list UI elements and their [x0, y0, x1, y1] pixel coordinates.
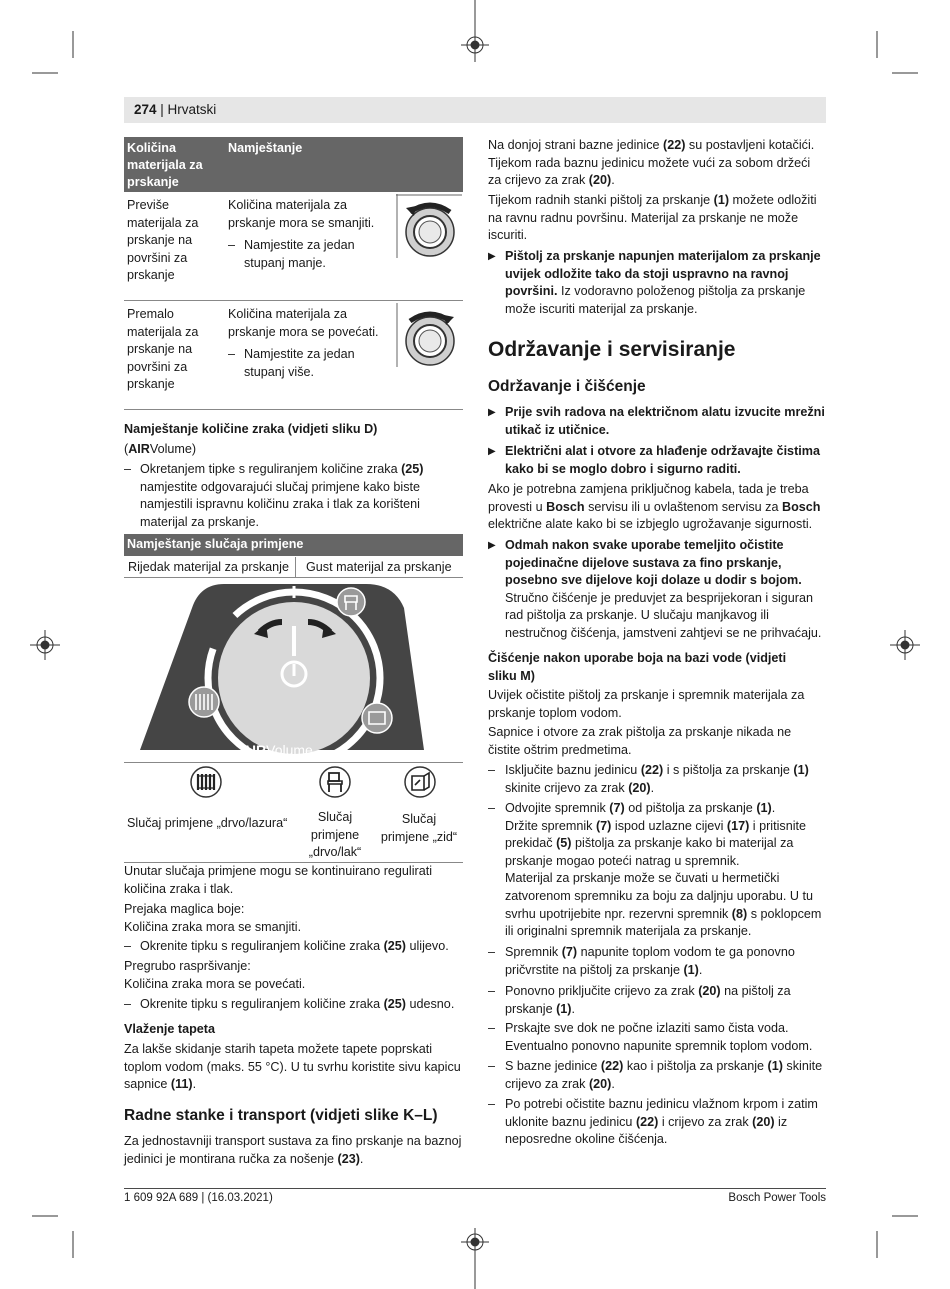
knob-increase-icon [396, 303, 462, 367]
step-7: Po potrebi očistite baznu jedinicu vlažnom krpom i zatim uklonite baznu jedinicu (22) i crijevo za zrak (20) iz neposredne okoline čišćenja. [505, 1097, 818, 1147]
air-brand-line: (AIRVolume) [124, 442, 197, 456]
dash-marker: – [488, 1059, 496, 1073]
arrow-bullet: ▶ [488, 251, 496, 262]
cable-replacement: Ako je potrebna zamjena priključnog kabela, tada je treba provesti u Bosch servisu ili u ovlaštenom servisu za Bosch električne alate kako bi se izbjeglo ugrožavanje sigurnosti. [488, 482, 821, 532]
table2-header [124, 534, 463, 556]
warning-clean-vents: Električni alat i otvore za hlađenje održavajte čistima kako bi se moglo dobro i sigurno raditi. [505, 444, 820, 476]
case-wood-stain: Slučaj primjene „drvo/lazura“ [127, 816, 288, 830]
dash-marker: – [488, 984, 496, 998]
page-language: Hrvatski [167, 102, 217, 117]
warning-clean-after-use: Odmah nakon svake uporabe temeljito očistite pojedinačne dijelove sustava za fino prskanje, posebno sve dijelove koji dolaze u dodir s bojom. Stručno čišćenje je preduvjet za besprijekoran i siguran rad pištolja za prskanje. U slučaju manjkavog ili nestručnog čišćenja, jamstveni zahtjevi se ne prihvaćaju. [505, 538, 822, 640]
page-header: 274 | Hrvatski [124, 97, 826, 123]
page-number: 274 [134, 102, 157, 117]
radiator-icon [189, 765, 223, 799]
dash-marker: – [488, 1021, 496, 1035]
table1-row-divider [124, 300, 463, 301]
dash-marker: – [124, 462, 132, 476]
case-wall: Slučaj primjene „zid“ [380, 812, 458, 844]
chair-icon [318, 765, 352, 799]
warning-spray-gun: Pištolj za prskanje napunjen materijalom za prskanje uvijek odložite tako da stoji uspravno na ravnoj površini. Iz vodoravno položenog pištolja za prskanje može iscuriti materijal za prskanje. [505, 249, 821, 316]
left-dash1: Okrenite tipku s reguliranjem količine zraka (25) ulijevo. [140, 939, 449, 953]
arrow-bullet: ▶ [488, 446, 496, 457]
case-wood-lacquer: Slučaj primjene „drvo/lak“ [308, 810, 362, 860]
breaks-title: Radne stanke i transport (vidjeti slike K–L) [124, 1107, 438, 1124]
left-p3a: Pregrubo raspršivanje: [124, 959, 251, 973]
table1-row1-step: Namjestite za jedan stupanj manje. [244, 238, 355, 270]
wallpaper-title: Vlaženje tapeta [124, 1022, 215, 1036]
water-cleaning-title: Čišćenje nakon uporabe boja na bazi vode (vidjeti sliku M) [488, 651, 787, 683]
table2-label-divider [295, 557, 296, 577]
table1-col2-header: Namještanje [228, 141, 303, 155]
dash-marker: – [124, 997, 132, 1011]
table2-right-label: Gust materijal za prskanje [306, 560, 452, 574]
cleaning-title: Održavanje i čišćenje [488, 378, 646, 395]
wall-icon [403, 765, 437, 799]
warning-unplug: Prije svih radova na električnom alatu izvucite mrežni utikač iz utičnice. [505, 405, 825, 437]
air-title: Namještanje količine zraka (vidjeti sliku D) [124, 422, 378, 436]
dash-marker: – [488, 1097, 496, 1111]
air-brand-bold: AIR [128, 442, 150, 456]
airvolume-dial [124, 578, 463, 761]
left-dash2: Okrenite tipku s reguliranjem količine zraka (25) udesno. [140, 997, 455, 1011]
dash-marker: – [488, 945, 496, 959]
left-p2a: Prejaka maglica boje: [124, 902, 245, 916]
step-6: S bazne jedinice (22) kao i pištolja za prskanje (1) skinite crijevo za zrak (20). [505, 1059, 823, 1091]
maintenance-title: Održavanje i servisiranje [488, 338, 736, 361]
air-brand-rest: Volume) [149, 442, 197, 456]
table1-row2-step: Namjestite za jedan stupanj više. [244, 347, 355, 379]
table2-title: Namještanje slučaja primjene [127, 537, 304, 551]
table1-row2-case: Premalo materijala za prskanje na površini za prskanje [127, 307, 199, 392]
right-p2: Tijekom radnih stanki pištolj za prskanje (1) možete odložiti na ravnu radnu površinu. Materijal za prskanje ne može iscuriti. [488, 193, 817, 243]
right-p1: Na donjoj strani bazne jedinice (22) su postavljeni kotačići. Tijekom rada baznu jedinicu možete vući za sobom držeći za crijevo za zrak (20). [488, 138, 815, 188]
dash-marker: – [124, 939, 132, 953]
dash-marker: – [228, 347, 236, 361]
air-dash-item: Okretanjem tipke s reguliranjem količine zraka (25) namjestite odgovarajući slučaj primjene kako biste namjestili ispravnu količinu zraka i tlak za korišteni materijal za prskanje. [140, 462, 424, 529]
table1-bottom-rule [124, 409, 463, 410]
table2-dial-rule [124, 762, 463, 763]
arrow-bullet: ▶ [488, 540, 496, 551]
table1-row2-desc: Količina materijala za prskanje mora se povećati. [228, 307, 379, 339]
left-p2b: Količina zraka mora se smanjiti. [124, 920, 302, 934]
step-1: Isključite baznu jedinicu (22) i s pištolja za prskanje (1) skinite crijevo za zrak (20). [505, 763, 809, 795]
step-3: Spremnik (7) napunite toplom vodom te ga ponovno pričvrstite na pištolj za prskanje (1). [505, 945, 795, 977]
breaks-text: Za jednostavniji transport sustava za fino prskanje na baznoj jedinici je montirana ručka za nošenje (23). [124, 1134, 462, 1166]
table1-col1-header: Količina materijala za prskanje [127, 141, 203, 189]
table1-row1-case: Previše materijala za prskanje na površini za prskanje [127, 198, 199, 283]
dial-brand: AIRVolume [242, 742, 313, 758]
knob-decrease-icon [396, 194, 462, 258]
table1-header [124, 137, 463, 192]
dash-marker: – [488, 763, 496, 777]
footer-brand: Bosch Power Tools [728, 1192, 826, 1204]
step-2: Odvojite spremnik (7) od pištolja za prskanje (1). Držite spremnik (7) ispod uzlazne cijevi (17) i pritisnite prekidač (5) pištolja za prskanje kako bi materijal za prskanje mogao poteći natrag u spremnik. Materijal za prskanje može se čuvati u hermetički zatvorenom spremniku za boju za daljnju uporabu. U tu svrhu upotrijebite npr. rezervni spremnik (8) s poklopcem ili originalni spremnik materijala za prskanje. [505, 801, 822, 939]
step-5: Prskajte sve dok ne počne izlaziti samo čista voda. Eventualno ponovno napunite spremnik toplom vodom. [505, 1021, 813, 1053]
wallpaper-text: Za lakše skidanje starih tapeta možete tapete poprskati toplom vodom (maks. 55 °C). U tu svrhu koristite sivu kapicu sapnice (11). [124, 1042, 461, 1092]
dash-marker: – [488, 801, 496, 815]
dash-marker: – [228, 238, 236, 252]
left-p3b: Količina zraka mora se povećati. [124, 977, 306, 991]
step-4: Ponovno priključite crijevo za zrak (20) na pištolj za prskanje (1). [505, 984, 791, 1016]
water-p2: Sapnice i otvore za zrak pištolja za prskanje nikada ne čistite oštrim predmetima. [488, 725, 792, 757]
footer-doc-id: 1 609 92A 689 | (16.03.2021) [124, 1192, 273, 1204]
footer-rule [124, 1188, 826, 1189]
water-p1: Uvijek očistite pištolj za prskanje i spremnik materijala za prskanje toplom vodom. [488, 688, 805, 720]
table2-left-label: Rijedak materijal za prskanje [128, 560, 289, 574]
left-p1: Unutar slučaja primjene mogu se kontinuirano regulirati količina zraka i tlak. [124, 864, 433, 896]
arrow-bullet: ▶ [488, 407, 496, 418]
table1-row1-desc: Količina materijala za prskanje mora se smanjiti. [228, 198, 375, 230]
